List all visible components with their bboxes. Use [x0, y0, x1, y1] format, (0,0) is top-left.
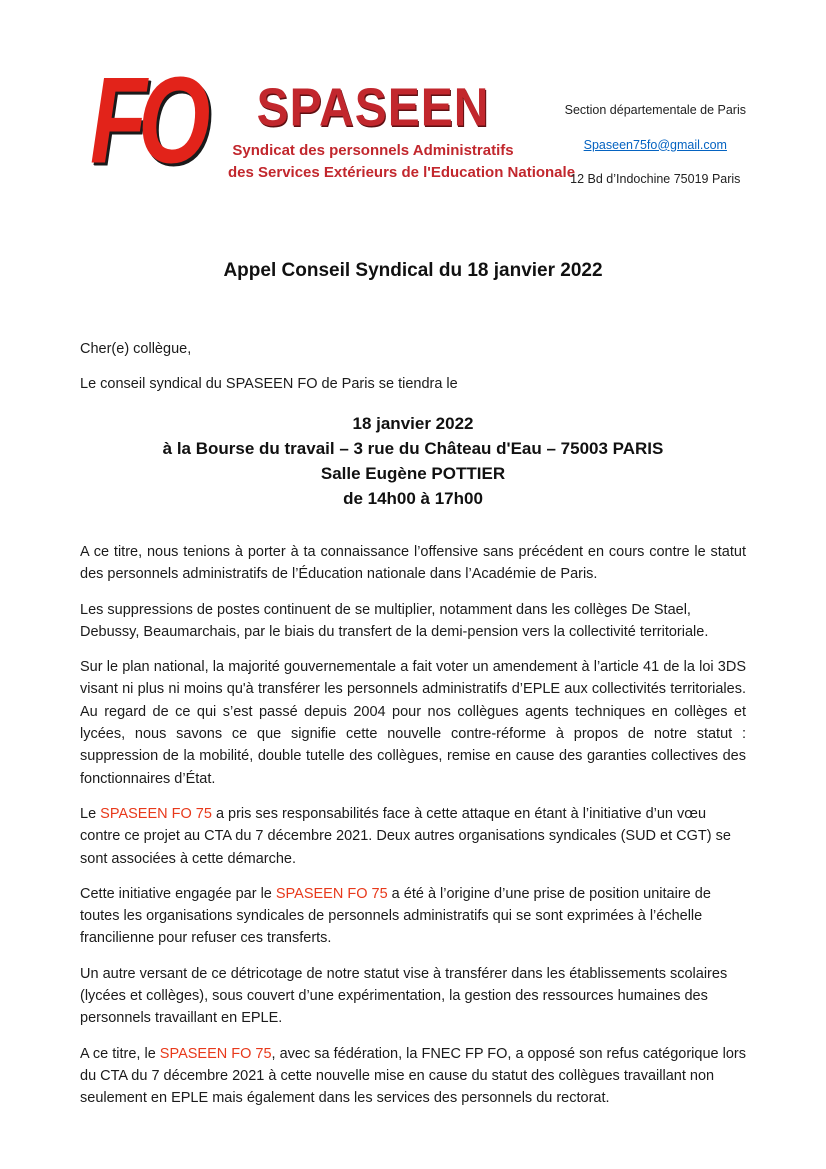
meeting-details	[80, 411, 746, 511]
paragraph-text: , avec sa fédération, la FNEC FP FO, a opposé son refus catégorique lors du CTA du 7 décembre 2021 à cette nouvelle mise en cause du statut des collègues travaillant non seulement en EPLE mais également dans les services des personnels du rectorat.	[80, 1045, 746, 1107]
paragraph	[80, 883, 746, 950]
contact-address: 12 Bd d’Indochine 75019 Paris	[570, 172, 741, 186]
paragraph-text: A ce titre, nous tenions à porter à ta connaissance l’offensive sans précédent en cours contre le statut des personnels administratifs de l’Éducation nationale dans l’Académie de Paris.	[80, 543, 746, 583]
spaseen-fo-75-highlight: SPASEEN FO 75	[159, 1045, 272, 1062]
paragraph	[80, 803, 746, 870]
email-link[interactable]: Spaseen75fo@gmail.com	[583, 137, 727, 152]
meeting-place: à la Bourse du travail – 3 rue du Château d'Eau – 75003 PARIS	[162, 438, 664, 458]
paragraph	[80, 656, 746, 790]
salutation: Cher(e) collègue,	[80, 341, 192, 357]
org-subtitle-line2: des Services Extérieurs de l'Education Nationale	[228, 163, 576, 181]
paragraph-text: Un autre versant de ce détricotage de notre statut vise à transférer dans les établissements scolaires (lycées et collèges), sous couvert d’une expérimentation, la gestion des ressources humaines des personnels travaillant en EPLE.	[80, 965, 728, 1027]
body-paragraphs	[80, 541, 746, 1110]
intro-line: Le conseil syndical du SPASEEN FO de Paris se tiendra le	[80, 376, 458, 393]
paragraph	[80, 599, 746, 644]
org-subtitle-line1: Syndicat des personnels Administratifs	[232, 142, 514, 159]
spaseen-fo-75-highlight: SPASEEN FO 75	[275, 885, 388, 902]
meeting-room: Salle Eugène POTTIER	[320, 463, 506, 483]
paragraph-text: Cette initiative engagée par le	[80, 885, 276, 902]
paragraph-text: A ce titre, le	[80, 1045, 160, 1062]
paragraph-text: Le	[80, 805, 101, 822]
org-name: SPASEEN	[256, 78, 490, 138]
meeting-time: de 14h00 à 17h00	[343, 488, 483, 508]
letterhead	[80, 0, 746, 208]
org-title-block	[228, 78, 576, 184]
spaseen-fo-75-highlight: SPASEEN FO 75	[100, 805, 212, 822]
paragraph	[80, 963, 746, 1030]
paragraph-text: Les suppressions de postes continuent de se multiplier, notamment dans les collèges De Stael, Debussy, Beaumarchais, par le biais du transfert de la demi-pension vers la collectivité territoriale.	[80, 601, 709, 640]
paragraph-text: a pris ses responsabilités face à cette attaque en étant à l’initiative d’un vœu contre ce projet au CTA du 7 décembre 2021. Deux autres organisations syndicales (SUD et CGT) se sont associées à cette démarche.	[80, 805, 731, 867]
paragraph	[80, 541, 746, 586]
contact-section: Section départementale de Paris	[564, 103, 746, 117]
page-title: Appel Conseil Syndical du 18 janvier 2022	[223, 260, 603, 281]
fo-logo: FO	[90, 50, 202, 189]
paragraph-text: Sur le plan national, la majorité gouvernementale a fait voter un amendement à l’article 41 de la loi 3DS visant ni plus ni moins qu'à transférer les personnels administratifs d’EPLE aux collectivités territoriales. Au regard de ce qui s’est passé depuis 2004 pour nos collègues agents techniques en collèges et lycées, nous savons ce que signifie cette nouvelle contre-réforme à propos de notre statut : suppression de la mobilité, double tutelle des collègues, remise en cause des garanties collectives des fonctionnaires d’État.	[80, 659, 746, 787]
meeting-date: 18 janvier 2022	[352, 413, 474, 433]
paragraph-text: a été à l’origine d’une prise de position unitaire de toutes les organisations syndicales de personnels administratifs qui se sont exprimées à l’échelle francilienne pour refuser ces transferts.	[80, 885, 711, 947]
paragraph	[80, 1043, 746, 1110]
contact-block	[565, 104, 746, 208]
